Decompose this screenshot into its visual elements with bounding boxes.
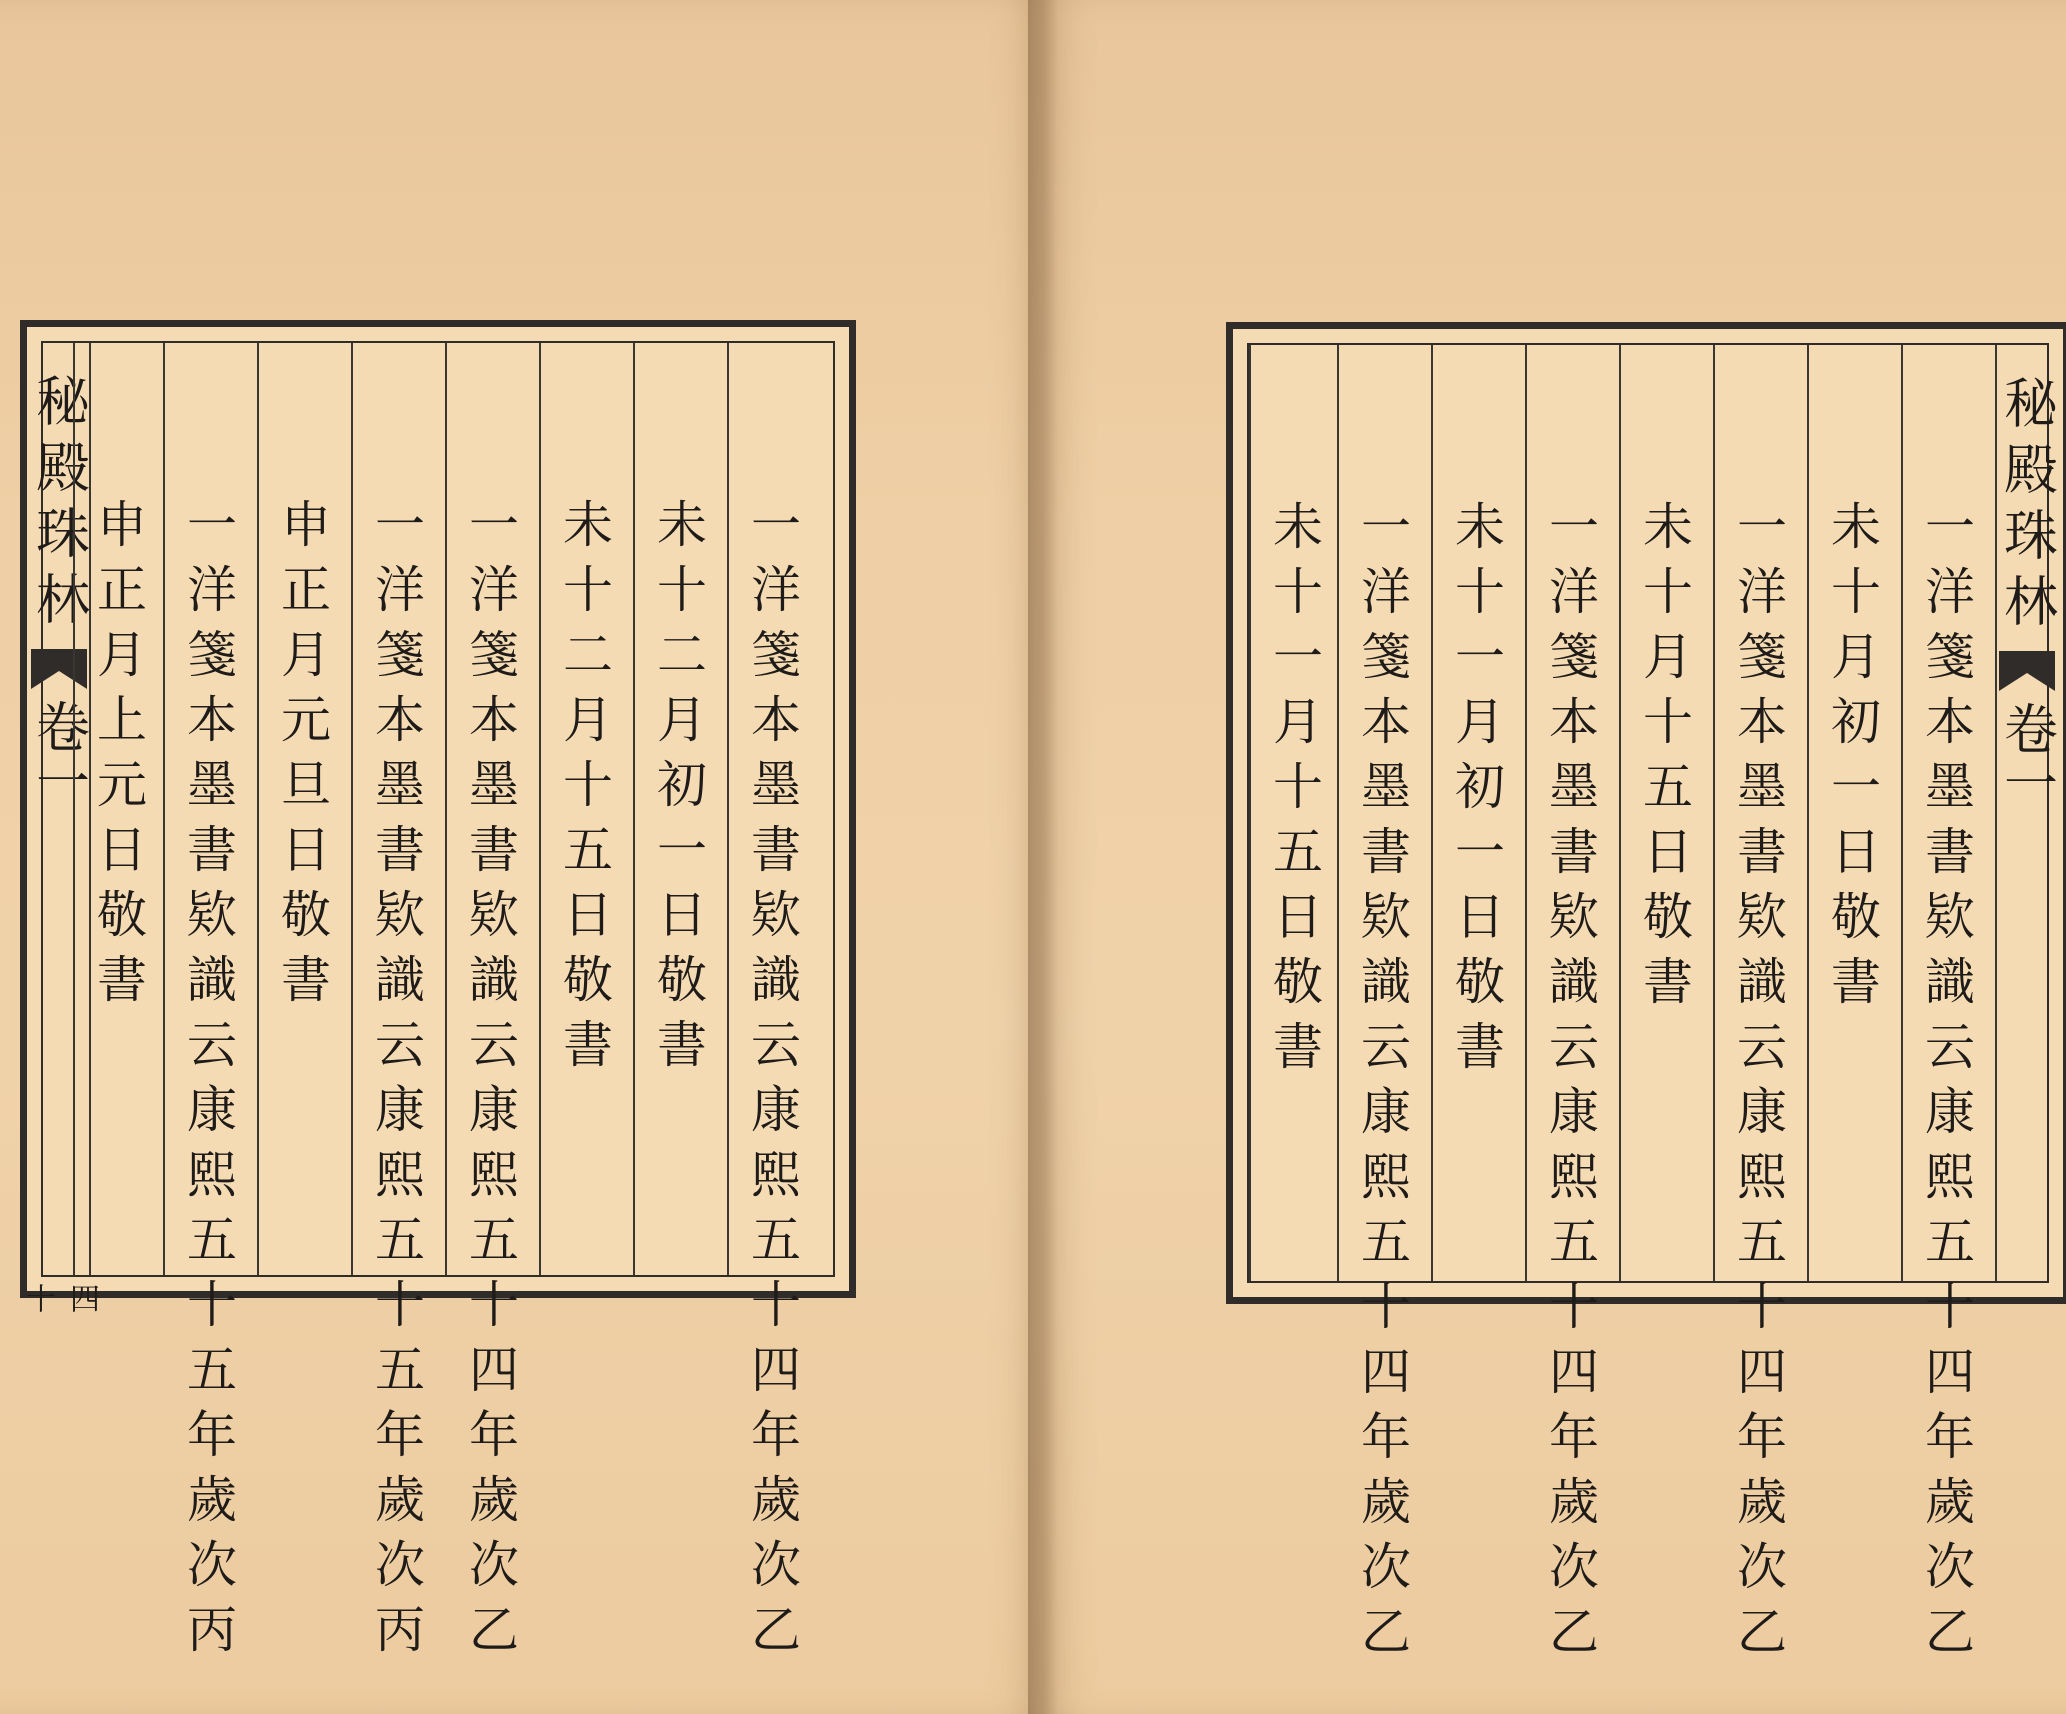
- text-column: [633, 343, 729, 1275]
- text-column: [1431, 345, 1527, 1281]
- folio-number: 四十: [20, 1283, 99, 1313]
- column-text: 申 正 月 上 元 日 敬 書: [97, 496, 147, 1009]
- fish-tail-mark: [1999, 651, 2055, 691]
- column-text: 申 正 月 元 旦 日 敬 書: [281, 496, 331, 1009]
- spine-volume: 卷一: [27, 699, 91, 807]
- text-column: [445, 343, 541, 1659]
- left-print-frame: [20, 320, 856, 1659]
- column-text: 一 洋 箋 本 墨 書 欵 識 云 康 熙 五 十 四 年 歲 次 乙: [1549, 498, 1599, 1661]
- text-column: [1249, 345, 1345, 1281]
- right-page-spine: [1995, 345, 2057, 1281]
- spine-title: 秘殿珠林: [1995, 375, 2059, 639]
- column-text: 一 洋 箋 本 墨 書 欵 識 云 康 熙 五 十 四 年 歲 次 乙: [1737, 498, 1787, 1661]
- text-column: [351, 343, 447, 1659]
- column-text: 一 洋 箋 本 墨 書 欵 識 云 康 熙 五 十 四 年 歲 次 乙: [751, 496, 801, 1659]
- text-column: [73, 343, 169, 1275]
- text-column: [727, 343, 823, 1659]
- book-gutter: [1028, 0, 1058, 1714]
- text-column: [1525, 345, 1621, 1661]
- text-column: [257, 343, 353, 1275]
- text-column: [1337, 345, 1433, 1661]
- spine-volume: 卷一: [1995, 701, 2059, 809]
- column-text: 未 十 二 月 初 一 日 敬 書: [657, 496, 707, 1074]
- right-print-frame: [1226, 322, 2066, 1661]
- column-text: 一 洋 箋 本 墨 書 欵 識 云 康 熙 五 十 四 年 歲 次 乙: [1361, 498, 1411, 1661]
- right-inner-border: [1247, 343, 2059, 1661]
- column-text: 未 十 一 月 初 一 日 敬 書: [1455, 498, 1505, 1076]
- column-text: 未 十 月 初 一 日 敬 書: [1831, 498, 1881, 1011]
- text-column: [1901, 345, 1997, 1661]
- left-inner-border: [20, 341, 835, 1659]
- spine-title: 秘殿珠林: [27, 373, 91, 637]
- text-column: [539, 343, 635, 1275]
- column-text: 未 十 月 十 五 日 敬 書: [1643, 498, 1693, 1011]
- column-text: 一 洋 箋 本 墨 書 欵 識 云 康 熙 五 十 五 年 歲 次 丙: [187, 496, 237, 1659]
- column-text: 一 洋 箋 本 墨 書 欵 識 云 康 熙 五 十 五 年 歲 次 丙: [375, 496, 425, 1659]
- text-column: [1619, 345, 1715, 1281]
- column-text: 未 十 二 月 十 五 日 敬 書: [563, 496, 613, 1074]
- text-column: [1713, 345, 1809, 1661]
- column-text: 一 洋 箋 本 墨 書 欵 識 云 康 熙 五 十 四 年 歲 次 乙: [1925, 498, 1975, 1661]
- column-text: 未 十 一 月 十 五 日 敬 書: [1273, 498, 1323, 1076]
- text-column: [1807, 345, 1903, 1281]
- text-column: [163, 343, 259, 1659]
- column-text: 一 洋 箋 本 墨 書 欵 識 云 康 熙 五 十 四 年 歲 次 乙: [469, 496, 519, 1659]
